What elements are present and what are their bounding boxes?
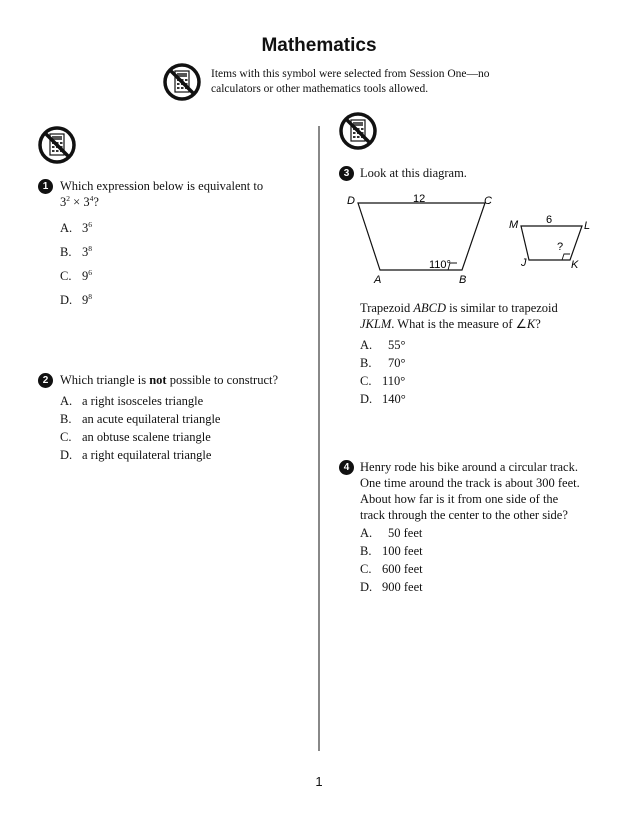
length-6: 6 [546,214,553,226]
label-a: A [374,274,382,286]
q2-option-c[interactable]: C. an obtuse scalene triangle [60,430,211,444]
q3-option-c[interactable]: C. 110° [360,374,406,388]
question-number: 2 [38,373,53,388]
no-calculator-icon [37,125,77,165]
q3-option-a[interactable]: A. 55° [360,338,406,352]
q4-option-a[interactable]: A. 50 feet [360,526,423,540]
length-12: 12 [413,193,426,205]
trapezoid-diagram [340,188,600,288]
q4-text: Henry rode his bike around a circular track. One time around the track is about 300 feet. About how far is it from one side of the track through the center to the other side? [360,460,580,522]
q3-stem: Trapezoid ABCD is similar to trapezoid JKLM. What is the measure of ∠K? [360,301,558,331]
label-l: L [584,220,591,232]
angle-mark-k [562,254,570,260]
q2-option-a[interactable]: A. a right isosceles triangle [60,394,204,408]
q2-text: Which triangle is not possible to construct? [60,373,279,387]
q1-option-c[interactable]: C. $9^6$ [60,268,92,283]
trapezoid-jklm [521,226,582,260]
page-number: 1 [315,774,323,789]
no-calculator-icon [162,62,202,102]
question-number: 4 [339,460,354,475]
label-j: J [521,257,527,269]
question-number: 1 [38,179,53,194]
q1-option-d[interactable]: D. $9^8$ [60,292,92,307]
q1-option-a[interactable]: A. $3^6$ [60,220,92,235]
unknown-angle: ? [557,241,564,253]
q4-option-d[interactable]: D. 900 feet [360,580,423,594]
label-c: C [484,195,492,207]
q4-option-b[interactable]: B. 100 feet [360,544,423,558]
question-number: 3 [339,166,354,181]
q1-text: Which expression below is equivalent to $3^2 \times 3^4$? [60,178,300,210]
label-k: K [571,259,579,271]
q3-option-d[interactable]: D. 140° [360,392,406,406]
no-calculator-icon [338,111,378,151]
q3-intro: Look at this diagram. [360,166,467,180]
angle-110: 110° [429,259,451,271]
q1-option-b[interactable]: B. $3^8$ [60,244,92,259]
trapezoid-abcd [358,203,485,270]
q3-option-b[interactable]: B. 70° [360,356,406,370]
q4-option-c[interactable]: C. 600 feet [360,562,423,576]
session-note: Items with this symbol were selected from Session One—no calculators or other mathematics tools allowed. [211,68,490,95]
column-divider [318,126,320,751]
label-m: M [509,219,519,231]
q2-option-b[interactable]: B. an acute equilateral triangle [60,412,221,426]
label-b: B [459,274,467,286]
q1-expression: $3^2 \times 3^4$? [60,194,99,209]
page-title: Mathematics [261,35,377,56]
q2-option-d[interactable]: D. a right equilateral triangle [60,448,212,462]
label-d: D [347,195,355,207]
